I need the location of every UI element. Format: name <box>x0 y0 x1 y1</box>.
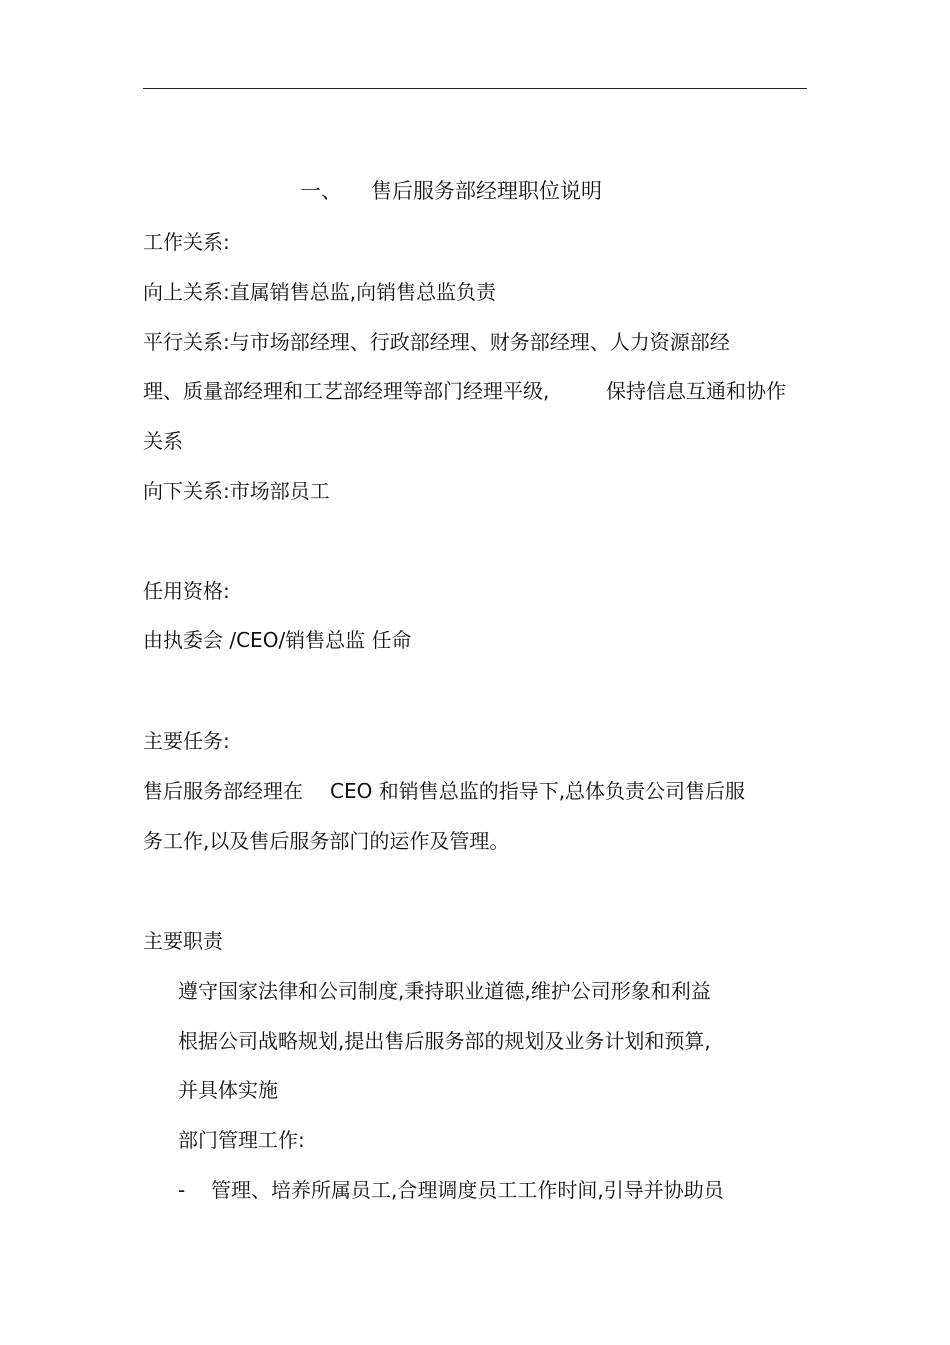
parallel-relation-line2a: 理、质量部经理和工艺部经理等部门经理平级, <box>143 379 550 403</box>
upward-relation: 向上关系:直属销售总监,向销售总监负责 <box>143 280 497 304</box>
relations-heading: 工作关系: <box>143 230 230 254</box>
bullet-item-1: 管理、培养所属员工,合理调度员工工作时间,引导并协助员 <box>211 1178 724 1202</box>
duty-item-1: 遵守国家法律和公司制度,秉持职业道德,维护公司形象和利益 <box>178 979 711 1003</box>
main-task-line1a: 售后服务部经理在 <box>143 779 303 803</box>
parallel-relation-line2b: 保持信息互通和协作 <box>606 379 786 403</box>
main-task-line2: 务工作,以及售后服务部门的运作及管理。 <box>143 829 510 853</box>
parallel-relation-line1: 平行关系:与市场部经理、行政部经理、财务部经理、人力资源部经 <box>143 330 730 354</box>
header-rule <box>143 88 807 89</box>
qualification-heading: 任用资格: <box>143 579 230 603</box>
duty-item-2-line2: 并具体实施 <box>178 1078 278 1102</box>
duties-heading: 主要职责 <box>143 929 223 953</box>
section-number: 一、 <box>300 179 342 203</box>
parallel-relation-line3: 关系 <box>143 429 183 453</box>
downward-relation: 向下关系:市场部员工 <box>143 479 330 503</box>
qualification-text: 由执委会 /CEO/销售总监 任命 <box>143 628 412 652</box>
duty-item-3: 部门管理工作: <box>178 1128 305 1152</box>
main-task-heading: 主要任务: <box>143 729 230 753</box>
main-task-line1b: CEO 和销售总监的指导下,总体负责公司售后服 <box>330 779 746 803</box>
bullet-dash: - <box>178 1178 186 1202</box>
page-title: 售后服务部经理职位说明 <box>371 179 602 203</box>
duty-item-2-line1: 根据公司战略规划,提出售后服务部的规划及业务计划和预算, <box>178 1029 711 1053</box>
